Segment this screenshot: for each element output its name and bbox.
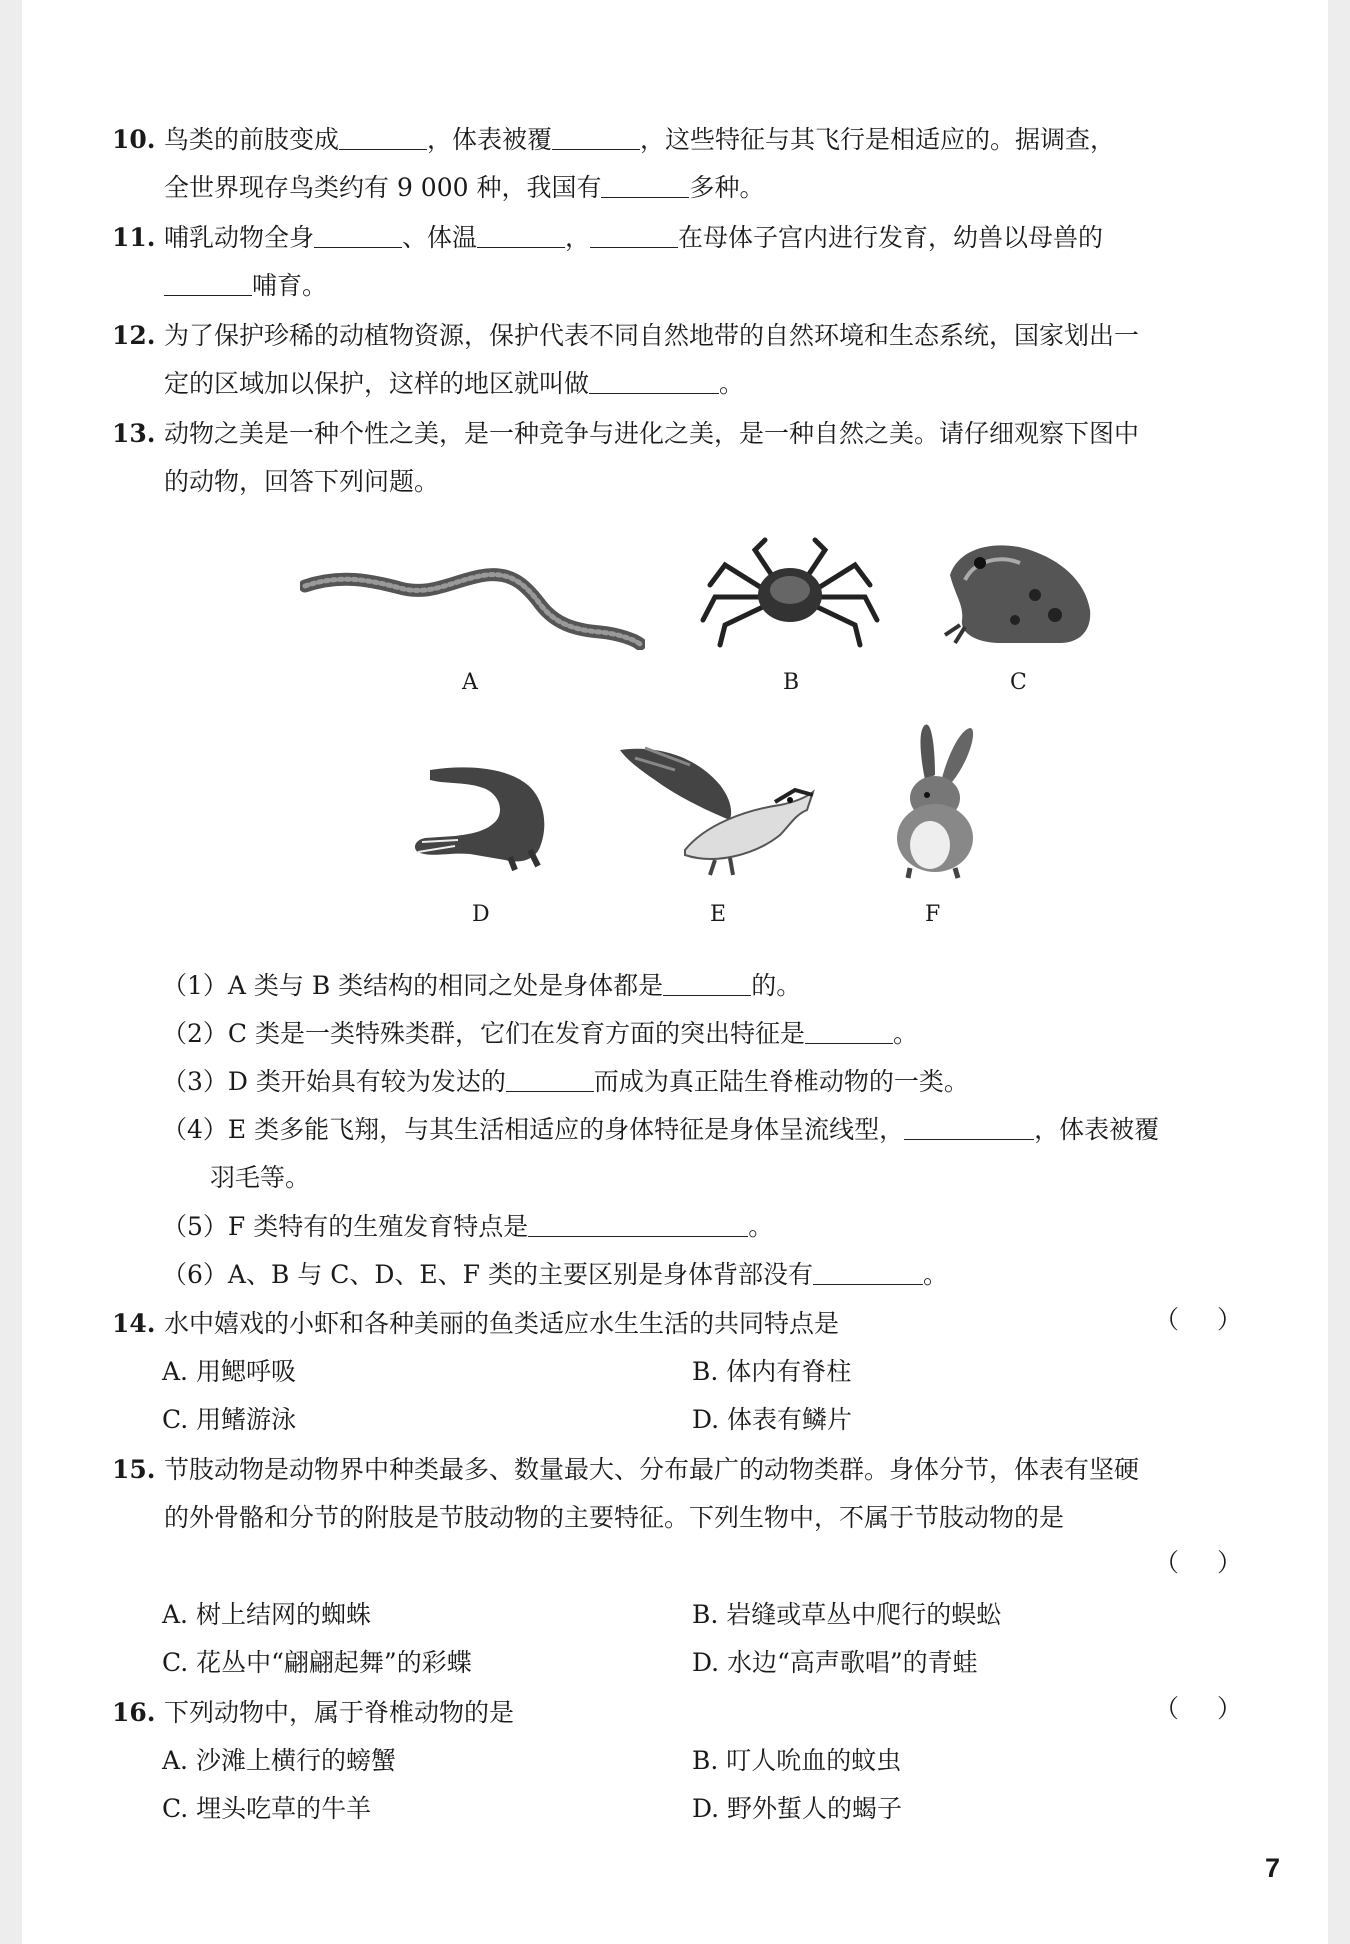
question-number: 14. bbox=[112, 1309, 156, 1338]
answer-blank[interactable] bbox=[339, 123, 427, 150]
question-number: 10. bbox=[112, 125, 156, 154]
option-a[interactable]: A. 沙滩上横行的螃蟹 bbox=[162, 1746, 396, 1775]
option-b[interactable]: B. 岩缝或草丛中爬行的蜈蚣 bbox=[692, 1600, 1002, 1629]
question-16: 16. 下列动物中，属于脊椎动物的是 bbox=[114, 1689, 1234, 1737]
question-13: 13. 动物之美是一种个性之美，是一种竞争与进化之美，是一种自然之美。请仔细观察下图中 的动物，回答下列问题。 bbox=[114, 410, 1234, 506]
option-c[interactable]: C. 用鳍游泳 bbox=[162, 1405, 297, 1434]
crab-image bbox=[695, 535, 885, 650]
answer-blank[interactable] bbox=[904, 1113, 1034, 1140]
image-label-b: B bbox=[783, 670, 800, 695]
question-15: 15. 节肢动物是动物界中种类最多、数量最大、分布最广的动物类群。身体分节，体表有坚硬 的外骨骼和分节的附肢是节肢动物的主要特征。下列生物中，不属于节肢动物的是 bbox=[114, 1446, 1234, 1542]
answer-blank[interactable] bbox=[663, 969, 751, 996]
answer-blank[interactable] bbox=[314, 221, 402, 248]
question-14: 14. 水中嬉戏的小虾和各种美丽的鱼类适应水生生活的共同特点是 bbox=[114, 1300, 1234, 1348]
answer-blank[interactable] bbox=[506, 1065, 594, 1092]
question-11: 11. 哺乳动物全身 、体温 ， 在母体子宫内进行发育，幼兽以母兽的 哺育。 bbox=[114, 214, 1234, 310]
answer-blank[interactable] bbox=[590, 221, 678, 248]
option-a[interactable]: A. 树上结网的蜘蛛 bbox=[162, 1600, 371, 1629]
answer-blank[interactable] bbox=[813, 1258, 923, 1285]
image-label-d: D bbox=[472, 902, 490, 927]
option-d[interactable]: D. 水边“高声歌唱”的青蛙 bbox=[692, 1648, 978, 1677]
option-d[interactable]: D. 野外蜇人的蝎子 bbox=[692, 1794, 903, 1823]
crocodile-image bbox=[410, 762, 560, 872]
answer-blank[interactable] bbox=[164, 269, 252, 296]
option-c[interactable]: C. 花丛中“翩翩起舞”的彩蝶 bbox=[162, 1648, 472, 1677]
subquestion-1: （1）A 类与 B 类结构的相同之处是身体都是 的。 bbox=[162, 971, 802, 1000]
earthworm-image bbox=[300, 560, 645, 650]
option-d[interactable]: D. 体表有鳞片 bbox=[692, 1405, 853, 1434]
answer-parentheses[interactable]: （） bbox=[1153, 1694, 1280, 1723]
subquestion-5: （5）F 类特有的生殖发育特点是 。 bbox=[162, 1212, 774, 1241]
frog-image bbox=[940, 535, 1095, 650]
answer-blank[interactable] bbox=[528, 1210, 748, 1237]
question-10: 10. 鸟类的前肢变成 ，体表被覆 ，这些特征与其飞行是相适应的。据调查， 全世界现存鸟类约有 9 000 种，我国有 多种。 bbox=[114, 116, 1234, 212]
answer-blank[interactable] bbox=[601, 171, 689, 198]
rabbit-image bbox=[880, 720, 990, 880]
image-label-f: F bbox=[925, 902, 941, 927]
question-number: 12. bbox=[112, 321, 156, 350]
question-number: 16. bbox=[112, 1698, 156, 1727]
answer-parentheses[interactable]: （） bbox=[1153, 1548, 1280, 1577]
option-b[interactable]: B. 体内有脊柱 bbox=[692, 1357, 852, 1386]
option-b[interactable]: B. 叮人吮血的蚊虫 bbox=[692, 1746, 902, 1775]
answer-blank[interactable] bbox=[477, 221, 565, 248]
answer-blank[interactable] bbox=[552, 123, 640, 150]
subquestion-4: （4）E 类多能飞翔，与其生活相适应的身体特征是身体呈流线型， ，体表被覆 羽毛等。 bbox=[162, 1115, 1160, 1192]
question-number: 11. bbox=[112, 223, 156, 252]
subquestion-3: （3）D 类开始具有较为发达的 而成为真正陆生脊椎动物的一类。 bbox=[162, 1067, 969, 1096]
answer-blank[interactable] bbox=[805, 1017, 893, 1044]
question-12: 12. 为了保护珍稀的动植物资源，保护代表不同自然地带的自然环境和生态系统，国家划出一 定的区域加以保护，这样的地区就叫做 。 bbox=[114, 312, 1234, 408]
option-c[interactable]: C. 埋头吃草的牛羊 bbox=[162, 1794, 372, 1823]
subquestion-6: （6）A、B 与 C、D、E、F 类的主要区别是身体背部没有 。 bbox=[162, 1260, 948, 1289]
answer-blank[interactable] bbox=[589, 367, 719, 394]
answer-parentheses[interactable]: （） bbox=[1153, 1305, 1280, 1334]
question-number: 13. bbox=[112, 419, 156, 448]
page-number: 7 bbox=[1265, 1853, 1281, 1883]
subquestion-2: （2）C 类是一类特殊类群，它们在发育方面的突出特征是 。 bbox=[162, 1019, 918, 1048]
question-number: 15. bbox=[112, 1455, 156, 1484]
option-a[interactable]: A. 用鳃呼吸 bbox=[162, 1357, 296, 1386]
image-label-e: E bbox=[710, 902, 727, 927]
image-label-c: C bbox=[1010, 670, 1027, 695]
image-label-a: A bbox=[462, 670, 478, 695]
seagull-image bbox=[615, 740, 815, 880]
